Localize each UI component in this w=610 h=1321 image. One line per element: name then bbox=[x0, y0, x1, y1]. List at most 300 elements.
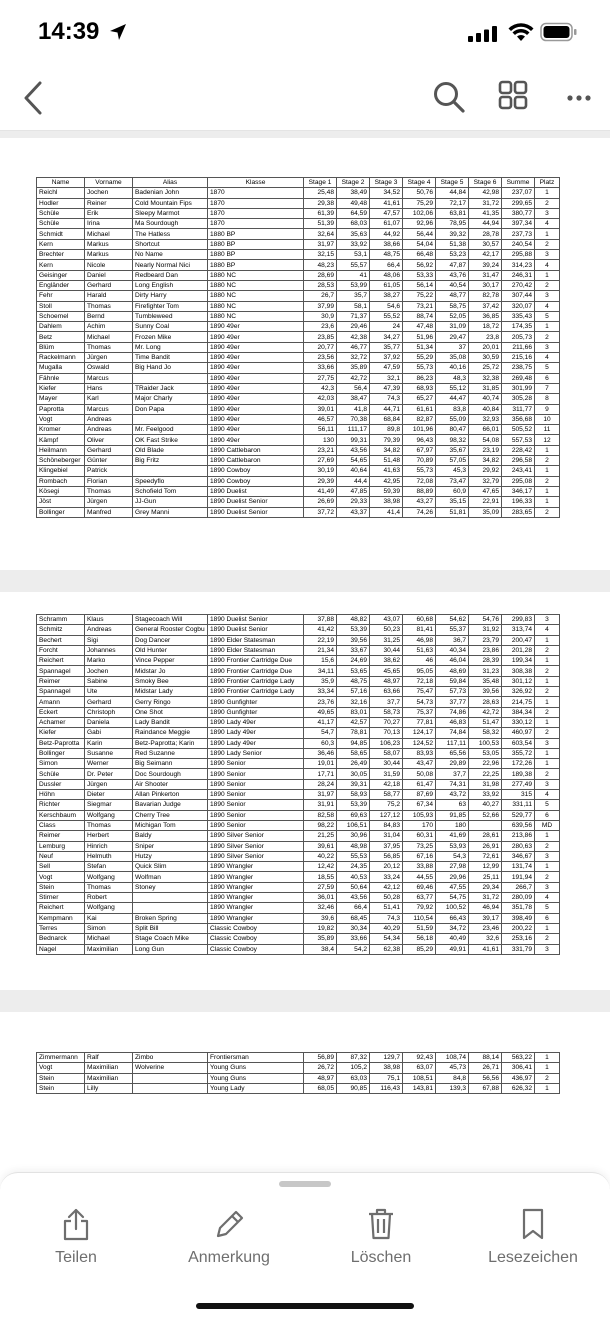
table-row bbox=[37, 497, 560, 507]
table-row bbox=[37, 353, 560, 363]
table-cell: Klaus bbox=[85, 615, 133, 625]
table-cell: Herbert bbox=[85, 831, 133, 841]
table-cell: 56,85 bbox=[370, 851, 403, 861]
table-cell: 87,32 bbox=[337, 1053, 370, 1063]
table-cell: Classic Cowboy bbox=[208, 934, 304, 944]
table-cell: 55,73 bbox=[403, 466, 436, 476]
table-cell: 1890 Wrangler bbox=[208, 913, 304, 923]
table-cell: 33,92 bbox=[469, 790, 502, 800]
table-row bbox=[37, 208, 560, 218]
table-cell: 299,83 bbox=[502, 615, 535, 625]
table-cell: 26,72 bbox=[304, 1063, 337, 1073]
table-cell: Dahlem bbox=[37, 322, 85, 332]
table-cell: Kösegi bbox=[37, 486, 85, 496]
table-cell: Bollinger bbox=[37, 748, 85, 758]
table-cell: 90,85 bbox=[337, 1083, 370, 1093]
table-row bbox=[37, 800, 560, 810]
table-cell: 106,51 bbox=[337, 820, 370, 830]
table-cell: Cherry Tree bbox=[133, 810, 208, 820]
search-icon[interactable] bbox=[432, 80, 466, 114]
table-cell: 29,33 bbox=[337, 497, 370, 507]
document-page-2[interactable] bbox=[0, 592, 610, 990]
table-cell: 89,8 bbox=[370, 425, 403, 435]
table-cell: 20,12 bbox=[370, 862, 403, 872]
table-cell: 557,53 bbox=[502, 435, 535, 445]
table-cell: 69,46 bbox=[403, 882, 436, 892]
table-cell: 46,94 bbox=[469, 903, 502, 913]
table-cell: 1890 Lady 49er bbox=[208, 728, 304, 738]
table-cell: The Hatless bbox=[133, 229, 208, 239]
table-cell: 35,7 bbox=[337, 291, 370, 301]
table-cell: 315 bbox=[502, 790, 535, 800]
table-cell: 110,54 bbox=[403, 913, 436, 923]
table-cell: 1880 NC bbox=[208, 270, 304, 280]
table-cell: 48,98 bbox=[337, 841, 370, 851]
table-cell: 28,78 bbox=[469, 229, 502, 239]
table-cell: 54,08 bbox=[469, 435, 502, 445]
table-cell: 32,72 bbox=[337, 353, 370, 363]
sheet-grabber[interactable] bbox=[279, 1181, 331, 1187]
table-cell: 277,49 bbox=[502, 779, 535, 789]
table-cell: 68,84 bbox=[370, 414, 403, 424]
table-cell: 1890 Gunfighter bbox=[208, 707, 304, 717]
table-cell: 72,08 bbox=[403, 476, 436, 486]
table-cell: 1 bbox=[535, 229, 560, 239]
delete-button[interactable] bbox=[321, 1207, 441, 1267]
table-cell: 1890 49er bbox=[208, 383, 304, 393]
table-cell: 51,34 bbox=[403, 342, 436, 352]
table-cell: 280,63 bbox=[502, 841, 535, 851]
table-cell: 1890 49er bbox=[208, 414, 304, 424]
table-cell: 83,8 bbox=[436, 404, 469, 414]
table-cell: 51,81 bbox=[436, 507, 469, 517]
table-cell: 1890 Wrangler bbox=[208, 893, 304, 903]
table-cell: 205,73 bbox=[502, 332, 535, 342]
table-row bbox=[37, 841, 560, 851]
table-cell: 47,87 bbox=[436, 260, 469, 270]
table-cell: 26,49 bbox=[337, 759, 370, 769]
table-cell: 1890 Duelist Senior bbox=[208, 507, 304, 517]
table-cell: 100,52 bbox=[436, 903, 469, 913]
table-cell: 48,77 bbox=[436, 291, 469, 301]
table-cell: 79,39 bbox=[370, 435, 403, 445]
table-cell: 88,14 bbox=[469, 1053, 502, 1063]
table-cell: 35,77 bbox=[370, 342, 403, 352]
more-options-icon[interactable] bbox=[566, 94, 592, 102]
table-cell: 44,47 bbox=[436, 394, 469, 404]
table-cell: Firefighter Tom bbox=[133, 301, 208, 311]
table-cell: 61,39 bbox=[304, 208, 337, 218]
table-cell: Time Bandit bbox=[133, 353, 208, 363]
table-cell: 84,83 bbox=[370, 820, 403, 830]
table-cell: Kempmann bbox=[37, 913, 85, 923]
table-cell: Midstar Lady bbox=[133, 687, 208, 697]
table-cell: 70,27 bbox=[370, 717, 403, 727]
table-cell: 42,17 bbox=[469, 250, 502, 260]
table-cell: 436,97 bbox=[502, 1073, 535, 1083]
table-cell: 36,46 bbox=[304, 748, 337, 758]
table-row bbox=[37, 728, 560, 738]
table-cell: 35,67 bbox=[436, 445, 469, 455]
bottom-action-bar bbox=[0, 1172, 610, 1321]
table-cell: Sunny Coal bbox=[133, 322, 208, 332]
table-cell: Reichert bbox=[37, 903, 85, 913]
column-header: Vorname bbox=[85, 178, 133, 188]
table-cell: 39,32 bbox=[436, 229, 469, 239]
table-cell: 71,37 bbox=[337, 311, 370, 321]
bookmark-icon bbox=[520, 1207, 546, 1241]
table-cell: Maximilian bbox=[85, 944, 133, 954]
table-cell: 270,42 bbox=[502, 280, 535, 290]
table-cell: 7 bbox=[535, 383, 560, 393]
table-cell: 37 bbox=[436, 342, 469, 352]
table-cell: Bednarck bbox=[37, 934, 85, 944]
table-cell: Thomas bbox=[85, 820, 133, 830]
table-cell: Jürgen bbox=[85, 353, 133, 363]
table-cell: 23,6 bbox=[304, 322, 337, 332]
table-cell: Michigan Tom bbox=[133, 820, 208, 830]
table-cell: 1 bbox=[535, 1083, 560, 1093]
table-cell: Thomas bbox=[85, 301, 133, 311]
table-cell: 2 bbox=[535, 841, 560, 851]
table-cell: 1 bbox=[535, 862, 560, 872]
table-cell: 1890 Senior bbox=[208, 800, 304, 810]
table-cell: 38,4 bbox=[304, 944, 337, 954]
table-cell: 25,11 bbox=[469, 872, 502, 882]
table-cell: 73,21 bbox=[403, 301, 436, 311]
table-cell: 82,87 bbox=[403, 414, 436, 424]
table-cell: 4 bbox=[535, 260, 560, 270]
grid-view-icon[interactable] bbox=[498, 80, 528, 110]
table-cell: 51,38 bbox=[436, 239, 469, 249]
table-cell: 311,77 bbox=[502, 404, 535, 414]
table-cell: 117,11 bbox=[436, 738, 469, 748]
table-row bbox=[37, 759, 560, 769]
table-cell: 1890 Gunfighter bbox=[208, 697, 304, 707]
table-cell: 53,39 bbox=[337, 625, 370, 635]
table-cell: 66,4 bbox=[337, 903, 370, 913]
table-cell: OK Fast Strike bbox=[133, 435, 208, 445]
table-cell: 91,85 bbox=[436, 810, 469, 820]
table-cell: 57,05 bbox=[436, 456, 469, 466]
table-cell: Geisinger bbox=[37, 270, 85, 280]
table-cell: 37,95 bbox=[370, 841, 403, 851]
table-cell: 37,42 bbox=[469, 301, 502, 311]
table-cell bbox=[469, 820, 502, 830]
table-cell: 37,7 bbox=[436, 769, 469, 779]
table-cell: 1 bbox=[535, 322, 560, 332]
table-cell: 67,34 bbox=[403, 800, 436, 810]
table-cell: Marcus bbox=[85, 373, 133, 383]
table-cell: Hinrich bbox=[85, 841, 133, 851]
table-cell: 172,26 bbox=[502, 759, 535, 769]
document-page-3[interactable] bbox=[0, 1012, 610, 1172]
table-cell: 346,67 bbox=[502, 851, 535, 861]
table-row bbox=[37, 810, 560, 820]
table-cell: 45,65 bbox=[370, 666, 403, 676]
table-cell: Shortcut bbox=[133, 239, 208, 249]
table-cell: 75,2 bbox=[370, 800, 403, 810]
table-cell: Sell bbox=[37, 862, 85, 872]
table-cell: 41,17 bbox=[304, 717, 337, 727]
table-cell: Christoph bbox=[85, 707, 133, 717]
table-cell: Betz bbox=[37, 332, 85, 342]
results-table-page-2 bbox=[36, 614, 560, 955]
table-cell: 23,56 bbox=[304, 353, 337, 363]
table-cell: Sleepy Marmot bbox=[133, 208, 208, 218]
table-cell: 55,73 bbox=[403, 363, 436, 373]
table-cell: Vince Pepper bbox=[133, 656, 208, 666]
table-cell: 51,39 bbox=[304, 219, 337, 229]
table-cell: 108,74 bbox=[436, 1053, 469, 1063]
table-cell: Manfred bbox=[85, 507, 133, 517]
table-cell: 53,05 bbox=[469, 748, 502, 758]
table-cell: 35,9 bbox=[304, 676, 337, 686]
table-cell: 40,54 bbox=[436, 280, 469, 290]
table-cell: 3 bbox=[535, 291, 560, 301]
table-row bbox=[37, 862, 560, 872]
table-cell: 53,33 bbox=[403, 270, 436, 280]
table-cell: Michael bbox=[85, 332, 133, 342]
table-cell: 56,92 bbox=[403, 260, 436, 270]
table-cell: 49,65 bbox=[304, 707, 337, 717]
table-cell: 1 bbox=[535, 676, 560, 686]
table-cell: Lemburg bbox=[37, 841, 85, 851]
table-cell: 40,16 bbox=[436, 363, 469, 373]
table-cell: 31,25 bbox=[370, 635, 403, 645]
table-cell: 9 bbox=[535, 404, 560, 414]
table-cell: 43,37 bbox=[337, 507, 370, 517]
table-cell: 639,56 bbox=[502, 820, 535, 830]
table-cell: 32,1 bbox=[370, 373, 403, 383]
table-row bbox=[37, 373, 560, 383]
table-cell: 48,82 bbox=[337, 615, 370, 625]
table-cell: 34,11 bbox=[304, 666, 337, 676]
table-cell: 24 bbox=[370, 322, 403, 332]
table-cell: 62,38 bbox=[370, 944, 403, 954]
table-cell: 199,34 bbox=[502, 656, 535, 666]
table-cell: 67,97 bbox=[403, 445, 436, 455]
table-cell: 1880 NC bbox=[208, 311, 304, 321]
table-cell: 60,31 bbox=[403, 831, 436, 841]
table-cell: 44,4 bbox=[337, 476, 370, 486]
table-cell: Schmitz bbox=[37, 625, 85, 635]
table-cell: 63,81 bbox=[436, 208, 469, 218]
table-cell: 102,06 bbox=[403, 208, 436, 218]
table-cell: 94,85 bbox=[337, 738, 370, 748]
table-cell: 38,27 bbox=[370, 291, 403, 301]
table-cell: Stirner bbox=[37, 893, 85, 903]
table-cell: 41,61 bbox=[370, 198, 403, 208]
table-cell: 49,48 bbox=[337, 198, 370, 208]
table-cell: Eckert bbox=[37, 707, 85, 717]
table-cell: Stage Coach Mike bbox=[133, 934, 208, 944]
table-cell: Nearly Normal Nici bbox=[133, 260, 208, 270]
table-cell: Oswald bbox=[85, 363, 133, 373]
table-cell: 31,09 bbox=[436, 322, 469, 332]
table-cell: 68,05 bbox=[304, 1083, 337, 1093]
table-cell: 1890 Wrangler bbox=[208, 862, 304, 872]
table-cell: 1 bbox=[535, 188, 560, 198]
table-row bbox=[37, 394, 560, 404]
table-cell: 40,34 bbox=[436, 645, 469, 655]
table-cell: Doc Sourdough bbox=[133, 769, 208, 779]
table-cell: 61,47 bbox=[403, 779, 436, 789]
table-cell: 4 bbox=[535, 625, 560, 635]
column-header: Klasse bbox=[208, 178, 304, 188]
table-cell: Bernd bbox=[85, 311, 133, 321]
bookmark-button[interactable] bbox=[473, 1207, 593, 1267]
table-row bbox=[37, 250, 560, 260]
table-cell: 1890 Cattlebaron bbox=[208, 456, 304, 466]
table-cell: 65,27 bbox=[403, 394, 436, 404]
table-cell: Sniper bbox=[133, 841, 208, 851]
table-cell: 56,14 bbox=[403, 280, 436, 290]
table-cell: 39,24 bbox=[469, 260, 502, 270]
table-cell: 1890 Duelist Senior bbox=[208, 615, 304, 625]
table-cell: 49,91 bbox=[436, 944, 469, 954]
table-row bbox=[37, 625, 560, 635]
back-chevron-icon[interactable] bbox=[20, 80, 46, 116]
table-cell: 1890 49er bbox=[208, 425, 304, 435]
table-cell: Broken Spring bbox=[133, 913, 208, 923]
table-cell: Thomas bbox=[85, 882, 133, 892]
table-cell: 201,28 bbox=[502, 645, 535, 655]
table-cell: 2 bbox=[535, 1073, 560, 1083]
table-cell: Reichert bbox=[37, 656, 85, 666]
table-cell: 23,46 bbox=[469, 923, 502, 933]
table-cell: 33,66 bbox=[304, 363, 337, 373]
table-row bbox=[37, 322, 560, 332]
table-cell: 43,27 bbox=[403, 497, 436, 507]
table-cell: 1890 Senior bbox=[208, 810, 304, 820]
table-cell: 1 bbox=[535, 748, 560, 758]
table-cell: 75,29 bbox=[403, 198, 436, 208]
table-cell: 79,92 bbox=[403, 903, 436, 913]
share-button[interactable] bbox=[16, 1207, 136, 1267]
table-cell: Erik bbox=[85, 208, 133, 218]
table-cell: 74,86 bbox=[436, 707, 469, 717]
table-cell: 1880 NC bbox=[208, 280, 304, 290]
table-cell: 61,07 bbox=[370, 219, 403, 229]
table-cell: 106,23 bbox=[370, 738, 403, 748]
table-cell: 22,25 bbox=[469, 769, 502, 779]
table-cell: 63,66 bbox=[370, 687, 403, 697]
table-cell: Tumbleweed bbox=[133, 311, 208, 321]
table-cell: 29,96 bbox=[436, 872, 469, 882]
annotate-button[interactable] bbox=[169, 1207, 289, 1267]
table-cell: 1880 BP bbox=[208, 260, 304, 270]
table-cell: 48,75 bbox=[337, 676, 370, 686]
table-row bbox=[37, 198, 560, 208]
table-cell: Neuf bbox=[37, 851, 85, 861]
battery-icon bbox=[540, 22, 578, 42]
table-cell: 32,6 bbox=[469, 934, 502, 944]
table-cell: 31,72 bbox=[469, 893, 502, 903]
column-header: Stage 1 bbox=[304, 178, 337, 188]
table-row bbox=[37, 456, 560, 466]
table-cell: 335,43 bbox=[502, 311, 535, 321]
table-cell: 1890 Wrangler bbox=[208, 903, 304, 913]
table-cell: 1 bbox=[535, 1063, 560, 1073]
table-cell: 1890 Lady 49er bbox=[208, 717, 304, 727]
table-cell: 19,01 bbox=[304, 759, 337, 769]
table-cell: 2 bbox=[535, 198, 560, 208]
table-cell: Young Guns bbox=[208, 1063, 304, 1073]
table-cell: Betz-Paprotta; Karin bbox=[133, 738, 208, 748]
table-cell: 50,28 bbox=[370, 893, 403, 903]
table-cell: Helmuth bbox=[85, 851, 133, 861]
table-cell: Andreas bbox=[85, 625, 133, 635]
wifi-icon bbox=[508, 22, 534, 42]
table-cell: 67,88 bbox=[469, 1083, 502, 1093]
table-cell: 19,82 bbox=[304, 923, 337, 933]
table-cell: 47,85 bbox=[337, 486, 370, 496]
table-cell: Oliver bbox=[85, 435, 133, 445]
table-cell: 2 bbox=[535, 687, 560, 697]
table-cell: 53,65 bbox=[337, 666, 370, 676]
table-row bbox=[37, 831, 560, 841]
table-cell: 50,64 bbox=[337, 882, 370, 892]
table-cell: 55,12 bbox=[436, 383, 469, 393]
table-cell: 53,39 bbox=[337, 800, 370, 810]
table-cell: 20,01 bbox=[469, 342, 502, 352]
table-cell: 47,65 bbox=[469, 486, 502, 496]
table-cell: Spannagel bbox=[37, 687, 85, 697]
table-cell: Gerhard bbox=[85, 697, 133, 707]
table-cell: 77,81 bbox=[403, 717, 436, 727]
table-cell: 283,65 bbox=[502, 507, 535, 517]
table-row bbox=[37, 676, 560, 686]
table-cell: 6 bbox=[535, 913, 560, 923]
table-cell: 41,63 bbox=[370, 466, 403, 476]
table-cell: 3 bbox=[535, 342, 560, 352]
table-cell: Hans bbox=[85, 383, 133, 393]
table-cell: 200,22 bbox=[502, 923, 535, 933]
table-cell: 54,76 bbox=[469, 615, 502, 625]
table-cell: 346,17 bbox=[502, 486, 535, 496]
table-cell: 124,17 bbox=[403, 728, 436, 738]
table-cell: 215,16 bbox=[502, 353, 535, 363]
table-cell: 42,95 bbox=[370, 476, 403, 486]
table-cell: Wolfgang bbox=[85, 903, 133, 913]
table-cell: 143,81 bbox=[403, 1083, 436, 1093]
table-cell: 38,49 bbox=[337, 188, 370, 198]
table-cell: 1890 Elder Statesman bbox=[208, 645, 304, 655]
table-cell: 124,52 bbox=[403, 738, 436, 748]
table-cell: 1 bbox=[535, 466, 560, 476]
table-cell: Hodler bbox=[37, 198, 85, 208]
table-cell: Schramm bbox=[37, 615, 85, 625]
table-cell: 98,22 bbox=[304, 820, 337, 830]
table-cell: Kern bbox=[37, 239, 85, 249]
table-cell: Dirty Harry bbox=[133, 291, 208, 301]
table-cell: 1890 Silver Senior bbox=[208, 851, 304, 861]
table-row bbox=[37, 332, 560, 342]
table-cell: Young Guns bbox=[208, 1073, 304, 1083]
table-cell: 3 bbox=[535, 615, 560, 625]
table-cell: Sigi bbox=[85, 635, 133, 645]
table-cell: 66,43 bbox=[436, 913, 469, 923]
page-gap bbox=[0, 131, 610, 138]
table-cell: 52,66 bbox=[469, 810, 502, 820]
table-cell: Paprotta bbox=[37, 404, 85, 414]
table-cell: 1 bbox=[535, 717, 560, 727]
table-cell: 42,03 bbox=[304, 394, 337, 404]
table-cell: 36,01 bbox=[304, 893, 337, 903]
document-page-1[interactable] bbox=[0, 138, 610, 570]
table-cell: 200,47 bbox=[502, 635, 535, 645]
